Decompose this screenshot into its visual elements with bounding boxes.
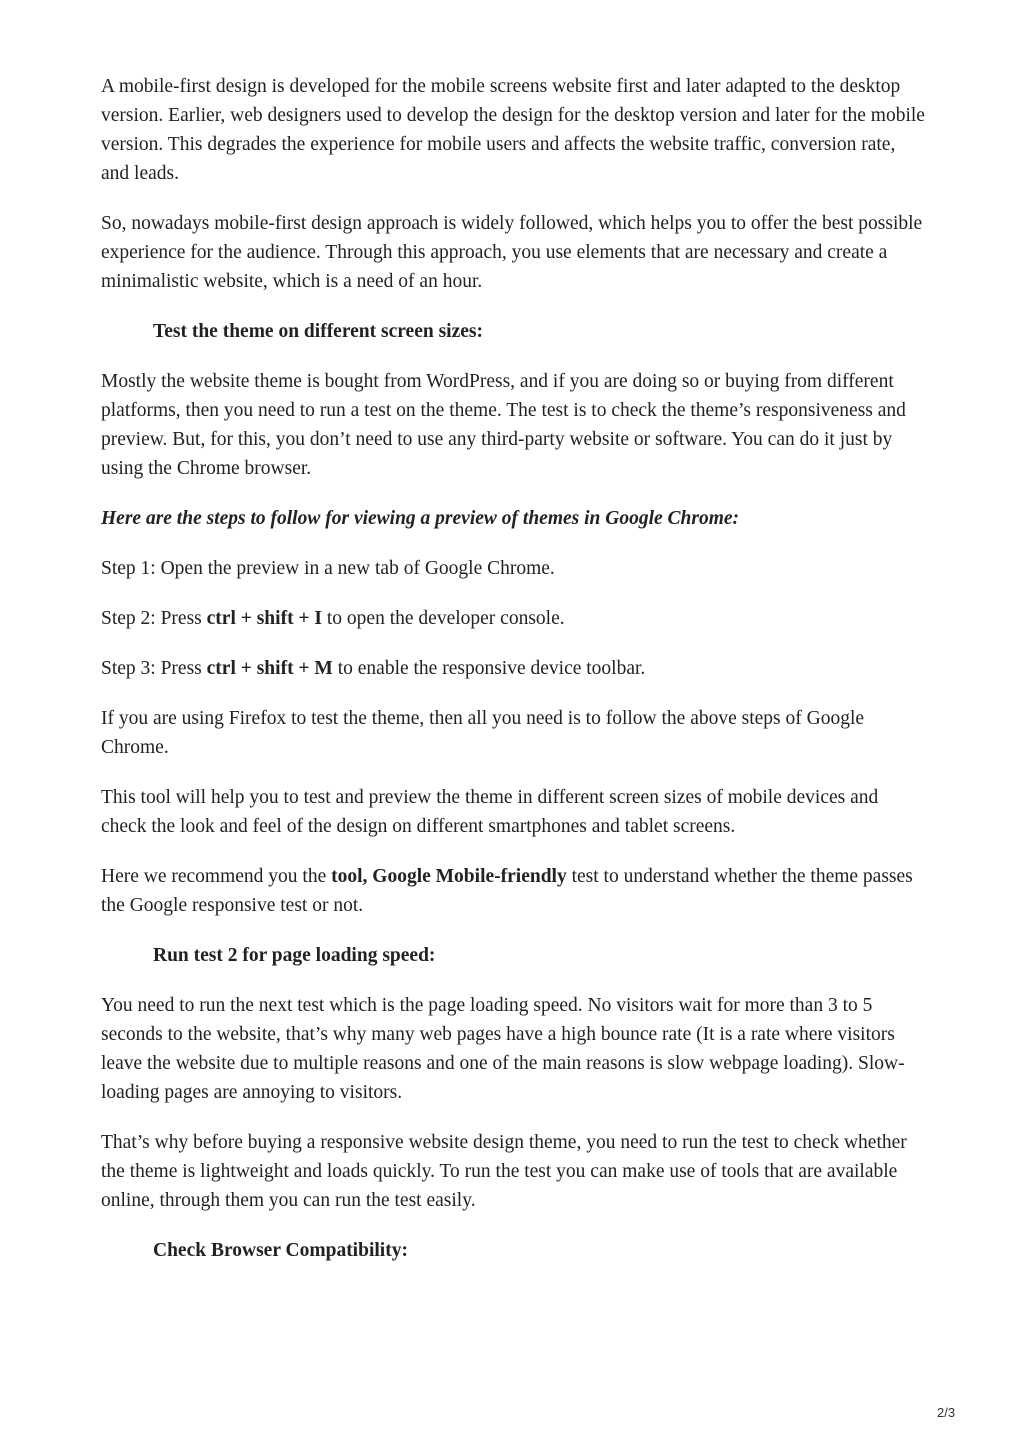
step-2-keys: ctrl + shift + I [206,608,323,629]
paragraph-mobile-first-approach: So, nowadays mobile-first design approach is widely followed, which helps you to offer the best possible experience for the audience. Through this approach, you use elements that are necessary and create a minimalistic website, which is a need of an hour. [101,213,923,292]
step-3-suffix: to enable the responsive device toolbar. [332,658,646,679]
document-page [101,72,926,1286]
step-2-suffix: to open the developer console. [322,608,565,629]
paragraph-loading-speed: You need to run the next test which is the page loading speed. No visitors wait for more than 3 to 5 seconds to the website, that’s why many web pages have a high bounce rate (It is a rate where visitors leave the website due to multiple reasons and one of the main reasons is slow webpage loading). Slow-loading pages are annoying to visitors. [101,995,905,1103]
steps-lead: Here are the steps to follow for viewing a preview of themes in Google Chrome: [101,508,740,529]
paragraph-recommend [101,862,926,920]
paragraph-tool: This tool will help you to test and preview the theme in different screen sizes of mobile devices and check the look and feel of the design on different smartphones and tablet screens. [101,787,879,837]
paragraph-mobile-first: A mobile-first design is developed for the mobile screens website first and later adapted to the desktop version. Earlier, web designers used to develop the design for the desktop version and later for the mobile version. This degrades the experience for mobile users and affects the website traffic, conversion rate, and leads. [101,76,925,184]
heading-test-theme: Test the theme on different screen sizes: [153,321,483,342]
step-3 [101,654,926,683]
step-2-prefix: Step 2: Press [101,608,207,629]
step-1: Step 1: Open the preview in a new tab of Google Chrome. [101,558,555,579]
recommend-prefix: Here we recommend you the [101,866,332,887]
step-2 [101,604,926,633]
page-number: 2/3 [937,1405,956,1420]
recommend-suffix: test to understand whether the theme passes the Google responsive test or not. [101,866,913,916]
paragraph-lightweight: That’s why before buying a responsive website design theme, you need to run the test to check whether the theme is lightweight and loads quickly. To run the test you can make use of tools that are available online, through them you can run the test easily. [101,1132,907,1211]
paragraph-firefox: If you are using Firefox to test the theme, then all you need is to follow the above steps of Google Chrome. [101,708,865,758]
heading-loading-speed: Run test 2 for page loading speed: [153,945,436,966]
heading-browser-compatibility: Check Browser Compatibility: [153,1240,408,1261]
recommend-bold: tool, Google Mobile-friendly [331,866,567,887]
step-3-prefix: Step 3: Press [101,658,207,679]
step-3-keys: ctrl + shift + M [206,658,333,679]
paragraph-theme-test: Mostly the website theme is bought from WordPress, and if you are doing so or buying from different platforms, then you need to run a test on the theme. The test is to check the theme’s responsiveness and preview. But, for this, you don’t need to use any third-party website or software. You can do it just by using the Chrome browser. [101,371,906,479]
